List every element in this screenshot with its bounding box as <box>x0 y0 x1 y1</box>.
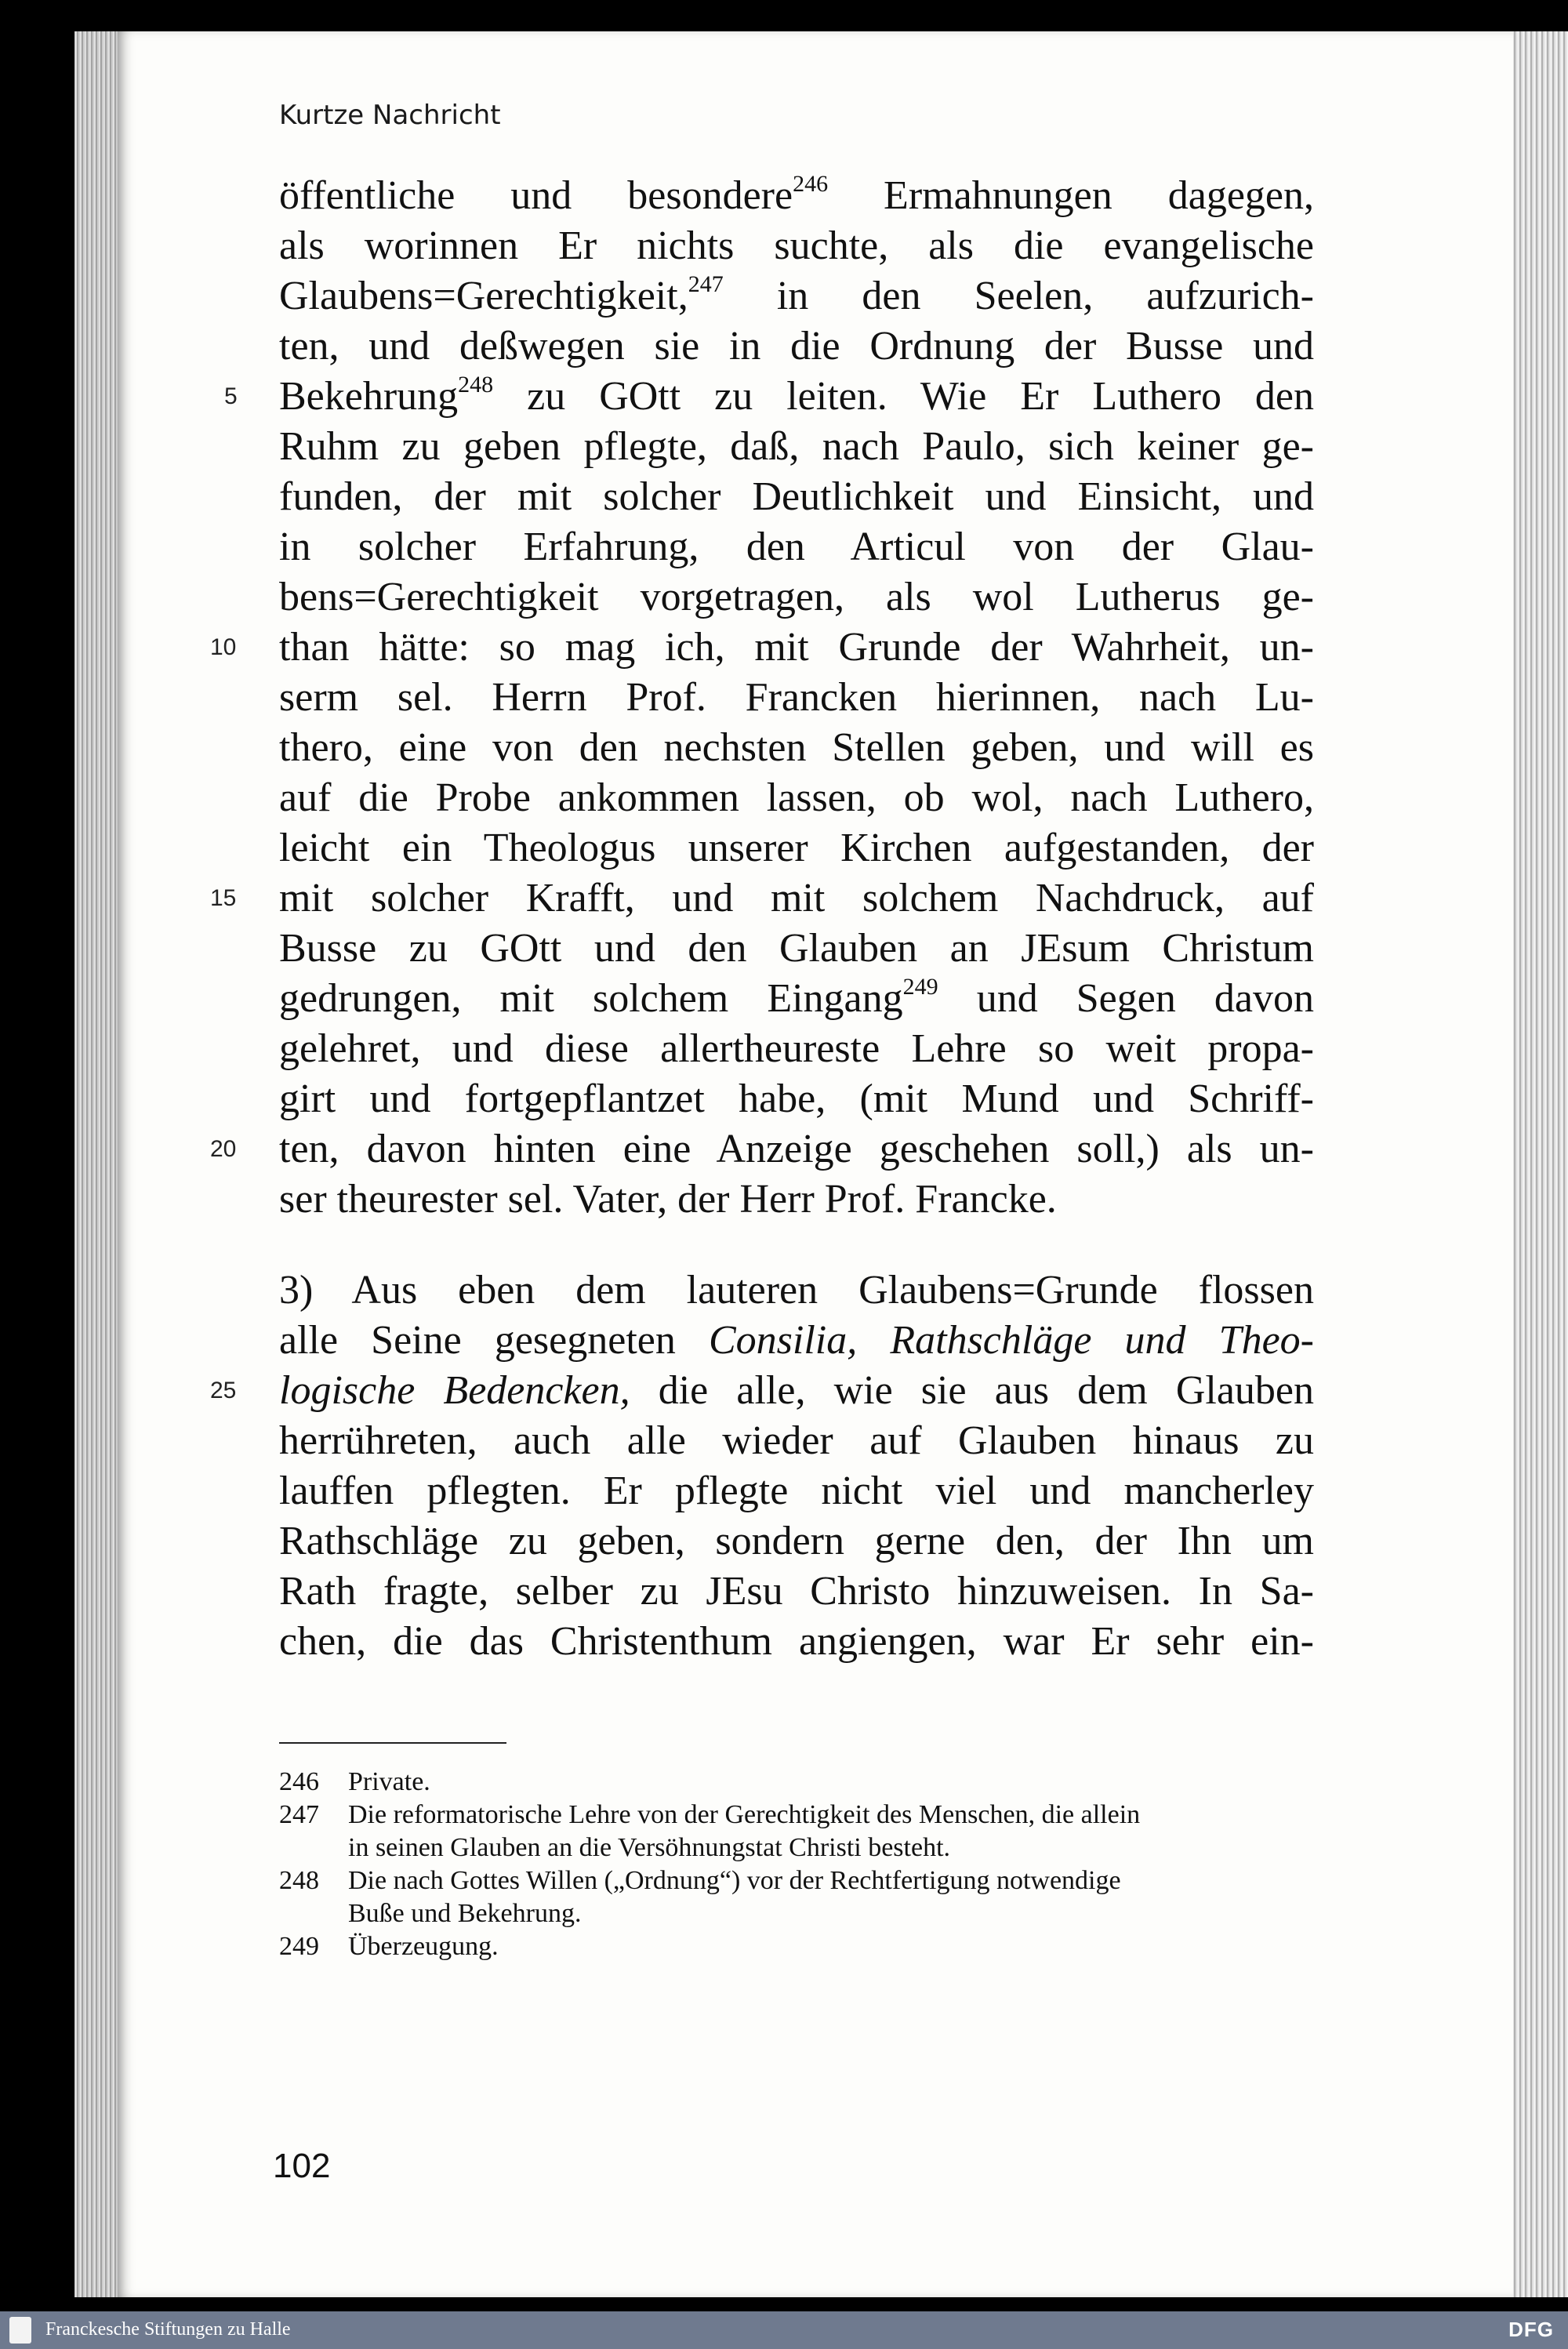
text-line: thero, eine von den nechsten Stellen geben, und will es <box>279 725 1314 770</box>
text-line: ten, und deßwegen sie in die Ordnung der Busse und <box>279 324 1314 369</box>
text-line: ser theurester sel. Vater, der Herr Prof. Francke. <box>279 1177 1057 1222</box>
institution-logo-icon <box>9 2317 31 2344</box>
footnote-text: Die reformatorische Lehre von der Gerechtigkeit des Menschen, die allein <box>348 1800 1141 1829</box>
text-line: mit solcher Krafft, und mit solchem Nachdruck, auf <box>279 876 1314 920</box>
text-line: logische Bedencken, die alle, wie sie aus dem Glauben <box>279 1368 1314 1413</box>
text-line: chen, die das Christenthum angiengen, war Er sehr ein- <box>279 1619 1314 1664</box>
text-line: öffentliche und besondere$^{246}$ Ermahnungen dagegen, <box>279 171 1314 218</box>
text-line: leicht ein Theologus unserer Kirchen aufgestanden, der <box>279 826 1314 870</box>
footnote-ref-249[interactable]: 249 <box>902 974 938 1000</box>
text-line: gelehret, und diese allertheureste Lehre so weit propa- <box>279 1026 1314 1071</box>
book-page-edges-right <box>1505 31 1568 2297</box>
line-number: 25 <box>210 1378 237 1403</box>
footnote-text: in seinen Glauben an die Versöhnungstat Christi besteht. <box>348 1833 951 1862</box>
text-line: alle Seine gesegneten Consilia, Rathschläge und Theo- <box>279 1318 1314 1363</box>
text-line: 3) Aus eben dem lauteren Glaubens=Grunde flossen <box>279 1268 1314 1312</box>
footnote-number: 246 <box>279 1767 319 1796</box>
text-line: ten, davon hinten eine Anzeige geschehen soll,) als un- <box>279 1127 1314 1171</box>
running-head: Kurtze Nachricht <box>279 100 501 131</box>
line-number: 10 <box>210 634 237 660</box>
line-number: 15 <box>210 885 237 911</box>
text-line: auf die Probe ankommen lassen, ob wol, nach Luthero, <box>279 775 1314 820</box>
footnote-ref-246[interactable]: 246 <box>793 171 829 197</box>
text-line: Busse zu GOtt und den Glauben an JEsum Christum <box>279 926 1314 971</box>
line-number: 5 <box>224 383 238 409</box>
text-line: funden, der mit solcher Deutlichkeit und Einsicht, und <box>279 474 1314 519</box>
text-line: Glaubens=Gerechtigkeit,$^{247}$ in den Seelen, aufzurich- <box>279 271 1314 318</box>
text-line: serm sel. Herrn Prof. Francken hierinnen, nach Lu- <box>279 675 1314 720</box>
footnote-ref-248[interactable]: 248 <box>458 372 494 398</box>
italic-term: logische Bedencken, <box>279 1368 630 1413</box>
dfg-logo: DFG <box>1508 2318 1554 2341</box>
text-line: Ruhm zu geben pflegte, daß, nach Paulo, sich keiner ge- <box>279 424 1314 469</box>
line-number: 20 <box>210 1136 237 1162</box>
page-number: 102 <box>273 2147 331 2185</box>
viewer-footer-bar <box>0 2311 1568 2349</box>
text-line: Rath fragte, selber zu JEsu Christo hinzuweisen. In Sa- <box>279 1569 1314 1614</box>
footnote-ref-247[interactable]: 247 <box>688 271 724 297</box>
text-line: als worinnen Er nichts suchte, als die evangelische <box>279 223 1314 268</box>
italic-term: Consilia, Rathschläge und Theo- <box>708 1318 1314 1363</box>
text-line: in solcher Erfahrung, den Articul von der Glau- <box>279 525 1314 569</box>
text-line: than hätte: so mag ich, mit Grunde der Wahrheit, un- <box>279 625 1314 670</box>
footnote-number: 247 <box>279 1800 319 1829</box>
institution-name: Franckesche Stiftungen zu Halle <box>45 2319 291 2340</box>
footnote-number: 248 <box>279 1866 319 1895</box>
text-line: bens=Gerechtigkeit vorgetragen, als wol Lutherus ge- <box>279 575 1314 619</box>
text-line: girt und fortgepflantzet habe, (mit Mund und Schriff- <box>279 1076 1314 1121</box>
text-line: Bekehrung$^{248}$ zu GOtt zu leiten. Wie Er Luthero den <box>279 372 1314 419</box>
footnote-text: Private. <box>348 1767 430 1796</box>
text-line: Rathschläge zu geben, sondern gerne den, der Ihn um <box>279 1519 1314 1563</box>
footnote-text: Buße und Bekehrung. <box>348 1899 582 1928</box>
footnote-text: Überzeugung. <box>348 1932 499 1961</box>
footnote-separator <box>279 1742 506 1744</box>
footnote-text: Die nach Gottes Willen („Ordnung“) vor der Rechtfertigung notwendige <box>348 1866 1121 1895</box>
text-line: herrühreten, auch alle wieder auf Glauben hinaus zu <box>279 1418 1314 1463</box>
text-line: gedrungen, mit solchem Eingang$^{249}$ und Segen davon <box>279 974 1314 1021</box>
footnote-number: 249 <box>279 1932 319 1961</box>
text-line: lauffen pflegten. Er pflegte nicht viel und mancherley <box>279 1469 1314 1513</box>
